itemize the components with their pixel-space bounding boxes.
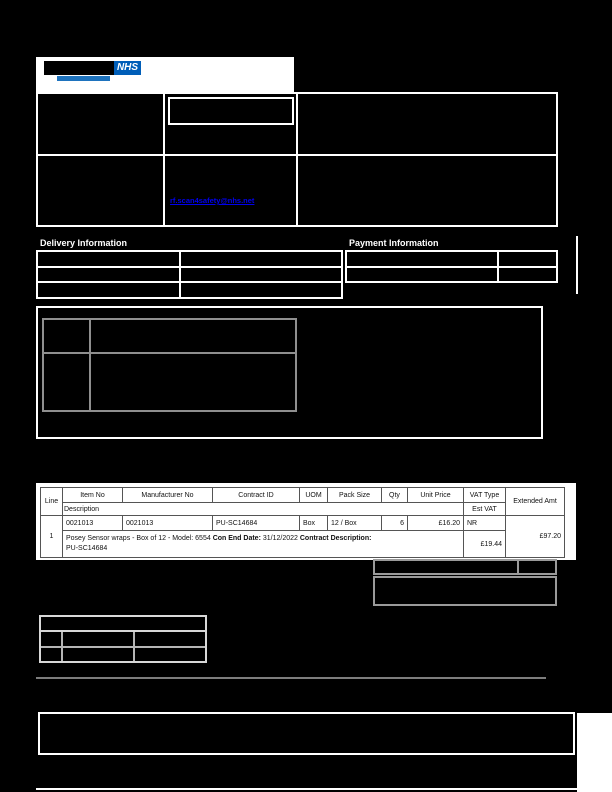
col-header-qty: Qty <box>382 488 408 503</box>
col-header-vat-type: VAT Type <box>464 488 506 503</box>
redacted-address2-cell <box>298 156 556 225</box>
totals-summary-box-redacted <box>373 576 557 606</box>
col-header-extended-amt: Extended Amt <box>506 488 565 516</box>
redacted-cell <box>41 632 61 646</box>
delivery-info-table <box>36 250 343 299</box>
manufacturer-no-value: 0021013 <box>123 516 213 531</box>
contract-description-value: PU-SC14684 <box>66 545 108 552</box>
redacted-cell <box>41 648 61 662</box>
payment-info-table <box>345 250 558 283</box>
trust-logo-redacted <box>44 61 114 75</box>
totals-label-redacted <box>373 559 519 575</box>
notes-outer-box-redacted <box>36 306 543 439</box>
nhs-logo: NHS <box>114 61 141 75</box>
col-header-unit-price: Unit Price <box>408 488 464 503</box>
col-header-uom: UOM <box>300 488 328 503</box>
col-header-manufacturer-no: Manufacturer No <box>123 488 213 503</box>
redacted-cell <box>499 268 556 282</box>
pack-size-value: 12 / Box <box>328 516 382 531</box>
line-items-table <box>40 487 565 558</box>
col-header-line: Line <box>41 488 63 516</box>
unit-price-value: £16.20 <box>408 516 464 531</box>
redacted-cell <box>135 632 205 646</box>
po-number-box-redacted <box>168 97 294 125</box>
delivery-section-title: Delivery Information <box>40 238 128 248</box>
redacted-cell <box>181 283 341 297</box>
totals-value-redacted <box>517 559 557 575</box>
po-header-table <box>36 92 558 227</box>
redacted-cell <box>44 320 89 352</box>
redacted-cell <box>44 354 89 410</box>
bottom-left-table <box>39 615 207 663</box>
bottom-left-table-title-redacted <box>41 617 205 630</box>
notes-inner-table <box>42 318 297 412</box>
redacted-cell <box>91 320 295 352</box>
contact-email-link[interactable]: rf.scan4safety@nhs.net <box>170 196 255 205</box>
line-number: 1 <box>41 516 63 558</box>
redacted-supplier-cell <box>38 94 163 154</box>
item-description <box>63 531 464 558</box>
redacted-cell <box>38 252 179 266</box>
con-end-date-value: 31/12/2022 <box>260 535 300 543</box>
page-corner-unredacted <box>577 713 612 792</box>
con-end-date-label: Con End Date: <box>212 535 261 543</box>
redacted-cell <box>135 648 205 662</box>
col-header-contract-id: Contract ID <box>213 488 300 503</box>
bottom-left-table-grid <box>41 630 205 661</box>
header-band <box>36 57 294 92</box>
contract-description-label: Contract Description: <box>299 535 372 543</box>
col-header-description: Description <box>63 503 464 516</box>
redacted-cell <box>63 632 133 646</box>
redacted-address-cell <box>298 94 556 154</box>
col-header-pack-size: Pack Size <box>328 488 382 503</box>
payment-section-right-border <box>576 236 578 294</box>
item-no-value: 0021013 <box>63 516 123 531</box>
uom-value: Box <box>300 516 328 531</box>
col-header-est-vat: Est VAT <box>464 503 506 516</box>
redacted-cell <box>38 268 179 282</box>
payment-section-title: Payment Information <box>349 238 439 248</box>
extended-amt-value: £97.20 <box>506 516 565 558</box>
redacted-cell <box>181 268 341 282</box>
col-header-item-no: Item No <box>63 488 123 503</box>
qty-value: 6 <box>382 516 408 531</box>
line-items-panel <box>36 483 576 560</box>
description-text: Posey Sensor wraps - Box of 12 - Model: 6554 <box>66 535 213 543</box>
redacted-contact-cell <box>165 156 296 225</box>
trust-name-redacted-strip <box>57 76 110 81</box>
redacted-cell <box>38 283 179 297</box>
redacted-invoice-cell <box>38 156 163 225</box>
contract-id-value: PU-SC14684 <box>213 516 300 531</box>
redacted-cell <box>347 268 497 282</box>
vat-type-value: NR <box>464 516 506 531</box>
est-vat-value: £19.44 <box>464 531 506 558</box>
redacted-cell <box>63 648 133 662</box>
footer-terms-box-redacted <box>38 712 575 755</box>
redacted-cell <box>347 252 497 266</box>
redacted-cell <box>181 252 341 266</box>
redacted-cell <box>499 252 556 266</box>
footer-divider-line <box>36 677 546 679</box>
redacted-cell <box>91 354 295 410</box>
page-bottom-edge <box>36 788 577 790</box>
